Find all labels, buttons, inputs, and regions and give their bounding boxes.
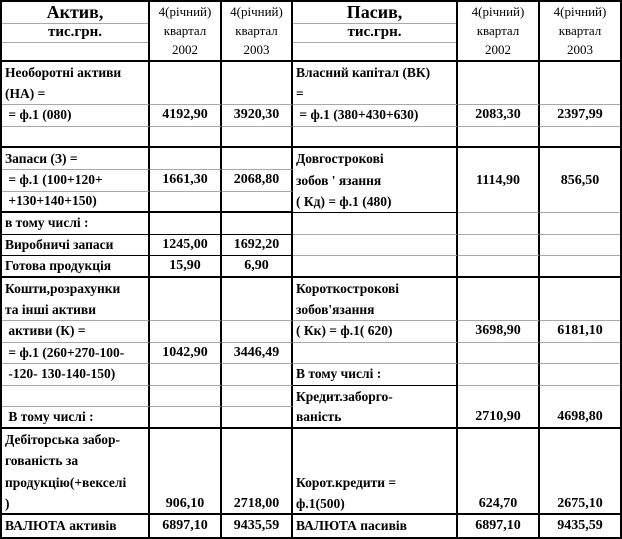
asset-2003-cell: [222, 321, 293, 343]
asset-2002-cell: 1661,30: [150, 170, 222, 192]
liability-2003-cell: [540, 386, 620, 408]
liability-2003-cell: [540, 235, 620, 257]
liability-2003-cell: [540, 343, 620, 365]
asset-label-cell: активи (К) =: [2, 321, 150, 343]
asset-2002-cell: [150, 300, 222, 322]
liability-2003-cell: [540, 84, 620, 106]
asset-2002-cell: [150, 472, 222, 494]
liability-2002-cell: 624,70: [458, 494, 540, 516]
asset-2002-cell: [150, 84, 222, 106]
asset-label-cell: гованість за: [2, 451, 150, 473]
liability-2003-cell: [540, 451, 620, 473]
liability-2002-cell: [458, 386, 540, 408]
liability-2003-cell: [540, 472, 620, 494]
asset-2003-cell: [222, 429, 293, 451]
asset-2003-cell: [222, 127, 293, 149]
asset-label-cell: +130+140+150): [2, 192, 150, 214]
asset-label-cell: [2, 386, 150, 408]
liability-label-cell: ( Кк) = ф.1( 620): [293, 321, 458, 343]
asset-2003-cell: [222, 84, 293, 106]
liability-label-cell: Власний капітал (ВК): [293, 62, 458, 84]
liability-2003-cell: [540, 429, 620, 451]
asset-2002-cell: [150, 148, 222, 170]
asset-2003-cell: [222, 407, 293, 429]
period-label: 4(річний): [553, 3, 607, 19]
asset-header-spacer: [2, 43, 148, 61]
liability-2002-cell: [458, 127, 540, 149]
period-label: квартал: [558, 22, 602, 38]
asset-label-cell: Дебіторська забор-: [2, 429, 150, 451]
liability-2002-cell: [458, 192, 540, 214]
asset-2003-cell: [222, 278, 293, 300]
liability-label-cell: ваність: [293, 407, 458, 429]
liability-2002-cell: [458, 364, 540, 386]
liability-2003-cell: 9435,59: [540, 515, 620, 537]
liability-label-cell: [293, 256, 458, 278]
liability-2002-cell: [458, 278, 540, 300]
asset-2002-cell: [150, 451, 222, 473]
asset-2002-cell: 906,10: [150, 494, 222, 516]
asset-2002-cell: [150, 407, 222, 429]
liability-2002-cell: 6897,10: [458, 515, 540, 537]
period-label: квартал: [163, 22, 207, 38]
asset-label-cell: та інші активи: [2, 300, 150, 322]
liability-header-spacer: [293, 43, 456, 61]
liability-2003-cell: 856,50: [540, 170, 620, 192]
asset-2003-cell: 6,90: [222, 256, 293, 278]
liability-2003-cell: 4698,80: [540, 407, 620, 429]
asset-2003-cell: 3920,30: [222, 105, 293, 127]
liability-label-cell: [293, 127, 458, 149]
asset-label-cell: Виробничі запаси: [2, 235, 150, 257]
liability-2003-cell: 2675,10: [540, 494, 620, 516]
asset-2002-cell: [150, 386, 222, 408]
asset-2003-cell: 2068,80: [222, 170, 293, 192]
liability-2003-cell: [540, 192, 620, 214]
asset-title: Актив,: [2, 2, 148, 24]
liability-2002-cell: [458, 472, 540, 494]
asset-2002-cell: [150, 278, 222, 300]
liability-2002-cell: 1114,90: [458, 170, 540, 192]
liability-label-cell: ВАЛЮТА пасивів: [293, 515, 458, 537]
liability-2002-cell: 2083,30: [458, 105, 540, 127]
asset-2003-cell: [222, 192, 293, 214]
asset-2003-cell: [222, 62, 293, 84]
liability-label-cell: ( Кд) = ф.1 (480): [293, 192, 458, 214]
asset-2003-cell: [222, 451, 293, 473]
liability-2003-cell: [540, 364, 620, 386]
asset-2002-cell: [150, 127, 222, 149]
liability-2003-cell: 2397,99: [540, 105, 620, 127]
period-label: квартал: [235, 22, 278, 38]
liability-2003-cell: [540, 300, 620, 322]
asset-label-cell: -120- 130-140-150): [2, 364, 150, 386]
liability-label-cell: [293, 213, 458, 235]
liability-2003-cell: [540, 256, 620, 278]
year-label: 2003: [567, 42, 593, 58]
liability-label-cell: [293, 451, 458, 473]
liability-label-cell: Короткострокові: [293, 278, 458, 300]
asset-label-cell: Необоротні активи: [2, 62, 150, 84]
liability-2003-cell: [540, 213, 620, 235]
asset-label-cell: продукцію(+векселі: [2, 472, 150, 494]
asset-2002-cell: [150, 62, 222, 84]
year-label: 2002: [172, 42, 198, 58]
asset-2002-cell: 15,90: [150, 256, 222, 278]
year-label: 2003: [243, 42, 270, 58]
period-label: квартал: [476, 22, 520, 38]
asset-2002-cell: [150, 364, 222, 386]
asset-2003-cell: [222, 386, 293, 408]
liability-label-cell: Корот.кредити =: [293, 472, 458, 494]
period-label: 4(річний): [471, 3, 525, 19]
asset-2003-cell: [222, 148, 293, 170]
asset-label-cell: (НА) =: [2, 84, 150, 106]
liability-label-cell: зобов ' язання: [293, 170, 458, 192]
asset-2002-cell: [150, 192, 222, 214]
asset-2003-cell: [222, 472, 293, 494]
liability-title: Пасив,: [293, 2, 456, 24]
liability-2002-cell: [458, 451, 540, 473]
asset-2002-cell: [150, 321, 222, 343]
liability-label-cell: [293, 343, 458, 365]
asset-label-cell: В тому числі :: [2, 407, 150, 429]
liability-label-cell: В тому числі :: [293, 364, 458, 386]
liability-label-cell: [293, 235, 458, 257]
asset-label-cell: в тому числі :: [2, 213, 150, 235]
liability-2002-cell: [458, 62, 540, 84]
asset-2003-cell: [222, 213, 293, 235]
asset-2003-cell: 9435,59: [222, 515, 293, 537]
liability-2002-cell: [458, 256, 540, 278]
asset-2003-cell: [222, 364, 293, 386]
liability-2002-cell: [458, 148, 540, 170]
liability-2002-cell: [458, 300, 540, 322]
liability-label-cell: =: [293, 84, 458, 106]
asset-label-cell: = ф.1 (100+120+: [2, 170, 150, 192]
liability-2003-cell: 6181,10: [540, 321, 620, 343]
asset-label-cell: ): [2, 494, 150, 516]
asset-label-cell: = ф.1 (080): [2, 105, 150, 127]
liability-header-cell: [293, 2, 458, 62]
liability-label-cell: зобов'язання: [293, 300, 458, 322]
asset-label-cell: Готова продукція: [2, 256, 150, 278]
asset-subtitle: тис.грн.: [2, 24, 148, 43]
liability-subtitle: тис.грн.: [293, 24, 456, 43]
asset-label-cell: Запаси (З) =: [2, 148, 150, 170]
asset-label-cell: ВАЛЮТА активів: [2, 515, 150, 537]
asset-label-cell: Кошти,розрахунки: [2, 278, 150, 300]
liability-2003-cell: [540, 278, 620, 300]
asset-2002-cell: 4192,90: [150, 105, 222, 127]
liability-2002-cell: [458, 213, 540, 235]
liability-2003-cell: [540, 62, 620, 84]
asset-2002-cell: 1245,00: [150, 235, 222, 257]
liability-2002-cell: [458, 84, 540, 106]
liability-2002-cell: [458, 343, 540, 365]
liability-2002-cell: [458, 429, 540, 451]
asset-2003-cell: 2718,00: [222, 494, 293, 516]
liability-year-2003-header: [540, 2, 620, 62]
asset-2002-cell: [150, 213, 222, 235]
liability-label-cell: [293, 429, 458, 451]
asset-2002-cell: 6897,10: [150, 515, 222, 537]
period-label: 4(річний): [230, 3, 283, 19]
period-label: 4(річний): [158, 3, 212, 19]
asset-2002-cell: [150, 429, 222, 451]
liability-2002-cell: [458, 235, 540, 257]
liability-year-2002-header: [458, 2, 540, 62]
year-label: 2002: [485, 42, 511, 58]
liability-2002-cell: 2710,90: [458, 407, 540, 429]
liability-label-cell: Довгострокові: [293, 148, 458, 170]
liability-2003-cell: [540, 127, 620, 149]
asset-2002-cell: 1042,90: [150, 343, 222, 365]
asset-header-cell: [2, 2, 150, 62]
asset-2003-cell: [222, 300, 293, 322]
asset-label-cell: = ф.1 (260+270-100-: [2, 343, 150, 365]
liability-2002-cell: 3698,90: [458, 321, 540, 343]
asset-label-cell: [2, 127, 150, 149]
liability-label-cell: Кредит.заборго-: [293, 386, 458, 408]
liability-label-cell: = ф.1 (380+430+630): [293, 105, 458, 127]
asset-2003-cell: 3446,49: [222, 343, 293, 365]
liability-2003-cell: [540, 148, 620, 170]
asset-year-2002-header: [150, 2, 222, 62]
asset-year-2003-header: [222, 2, 293, 62]
liability-label-cell: ф.1(500): [293, 494, 458, 516]
asset-2003-cell: 1692,20: [222, 235, 293, 257]
